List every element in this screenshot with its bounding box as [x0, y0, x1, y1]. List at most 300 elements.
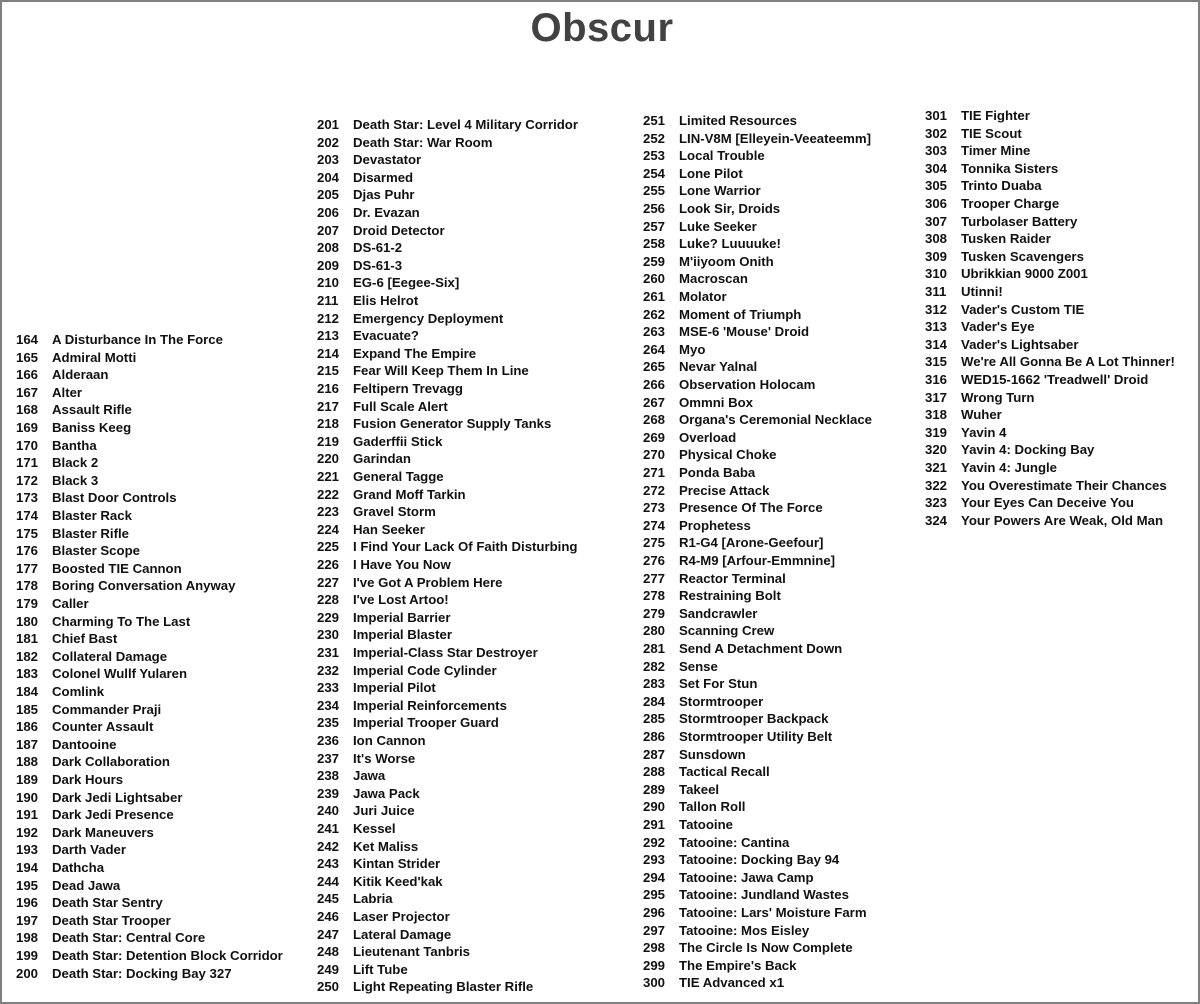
item-name: Charming To The Last [52, 613, 191, 629]
list-item [643, 922, 809, 940]
item-name: Restraining Bolt [679, 588, 781, 604]
list-item [643, 130, 871, 148]
item-name: Djas Puhr [353, 187, 415, 203]
list-item [643, 710, 829, 728]
item-number: 234 [317, 697, 340, 713]
list-item [317, 450, 411, 468]
item-number: 306 [925, 196, 948, 211]
item-name: Blaster Scope [52, 543, 140, 559]
list-item [16, 965, 232, 983]
item-name: Death Star: Level 4 Military Corridor [353, 117, 578, 132]
item-number: 313 [925, 319, 948, 335]
item-name: Gravel Storm [353, 504, 436, 520]
item-number: 302 [925, 125, 948, 141]
item-name: Tatooine: Cantina [679, 834, 790, 850]
item-name: Dark Jedi Presence [52, 807, 174, 823]
item-number: 204 [317, 169, 340, 185]
list-item [643, 886, 849, 904]
item-name: Caller [52, 596, 89, 611]
item-number: 211 [317, 293, 339, 308]
item-number: 232 [317, 662, 340, 678]
item-number: 268 [643, 412, 666, 428]
item-name: Death Star Trooper [52, 912, 171, 928]
item-number: 185 [16, 701, 39, 717]
item-name: Dark Collaboration [52, 754, 170, 770]
item-name: Trooper Charge [961, 196, 1060, 211]
list-item [643, 746, 746, 764]
list-item [925, 406, 1002, 424]
item-name: Labria [353, 891, 393, 907]
item-number: 317 [925, 389, 948, 405]
item-name: Tatooine [679, 817, 733, 832]
item-number: 193 [16, 842, 39, 858]
item-name: Molator [679, 289, 727, 304]
list-item [317, 626, 452, 644]
item-name: Blaster Rifle [52, 525, 129, 541]
item-name: Yavin 4: Jungle [961, 460, 1058, 475]
item-number: 221 [317, 469, 340, 484]
item-name: A Disturbance In The Force [52, 332, 223, 347]
item-name: Stormtrooper Backpack [679, 711, 829, 727]
item-number: 182 [16, 648, 39, 664]
item-name: Lone Warrior [679, 183, 761, 199]
item-number: 246 [317, 909, 340, 924]
item-name: Tatooine: Mos Eisley [679, 922, 810, 938]
item-number: 181 [16, 631, 39, 647]
list-item [925, 283, 1003, 301]
item-name: Blast Door Controls [52, 490, 177, 506]
list-item [317, 908, 450, 926]
list-item [317, 257, 402, 275]
item-number: 294 [643, 869, 666, 885]
list-item [16, 349, 136, 367]
item-name: Tusken Scavengers [961, 248, 1084, 264]
item-name: Boosted TIE Cannon [52, 560, 182, 576]
list-item [643, 534, 823, 552]
list-item [317, 169, 413, 187]
item-number: 278 [643, 588, 666, 604]
list-item [643, 798, 745, 816]
item-name: Death Star: War Room [353, 134, 493, 150]
item-number: 275 [643, 535, 666, 551]
item-name: Tatooine: Jawa Camp [679, 869, 814, 885]
item-name: Sandcrawler [679, 605, 758, 621]
list-item [317, 151, 421, 169]
item-number: 322 [925, 477, 948, 493]
list-item [317, 380, 463, 398]
item-name: Dr. Evazan [353, 205, 420, 220]
item-number: 305 [925, 178, 948, 194]
item-number: 283 [643, 676, 666, 692]
list-item [643, 341, 705, 359]
item-name: Feltipern Trevagg [353, 381, 463, 396]
item-name: Presence Of The Force [679, 500, 823, 516]
list-item [317, 697, 507, 715]
list-item [925, 336, 1078, 354]
item-name: Look Sir, Droids [679, 201, 781, 216]
item-number: 288 [643, 764, 666, 780]
item-name: Ommni Box [679, 394, 754, 410]
list-item [643, 218, 757, 236]
item-number: 281 [643, 641, 666, 656]
list-item [317, 679, 436, 697]
list-item [16, 454, 98, 472]
item-name: Lateral Damage [353, 926, 452, 942]
item-number: 191 [16, 807, 39, 823]
item-number: 186 [16, 719, 39, 735]
item-number: 256 [643, 201, 666, 216]
item-name: Tatooine: Jundland Wastes [679, 887, 849, 903]
item-name: Nevar Yalnal [679, 359, 758, 375]
item-number: 264 [643, 341, 666, 357]
item-name: Jawa Pack [353, 785, 420, 801]
item-number: 205 [317, 187, 340, 203]
item-number: 263 [643, 324, 666, 340]
item-number: 301 [925, 108, 948, 123]
item-number: 310 [925, 266, 948, 282]
item-name: Kitik Keed'kak [353, 873, 443, 889]
item-number: 206 [317, 205, 340, 220]
item-number: 258 [643, 236, 666, 252]
item-name: DS-61-2 [353, 240, 403, 256]
list-item [643, 306, 801, 324]
item-name: Ponda Baba [679, 465, 756, 480]
list-item [925, 160, 1058, 178]
item-number: 190 [16, 789, 39, 805]
item-name: Alderaan [52, 367, 109, 383]
item-name: EG-6 [Eegee-Six] [353, 275, 460, 291]
item-name: Luke? Luuuuke! [679, 236, 781, 252]
item-name: Counter Assault [52, 719, 154, 735]
item-number: 167 [16, 384, 39, 400]
item-name: Scanning Crew [679, 623, 775, 639]
item-name: Black 2 [52, 455, 99, 471]
item-name: Imperial Trooper Guard [353, 715, 499, 731]
item-number: 265 [643, 359, 666, 375]
list-item [317, 802, 415, 820]
list-item [643, 517, 751, 535]
list-item [643, 904, 867, 922]
item-number: 178 [16, 578, 39, 594]
item-number: 309 [925, 248, 948, 264]
list-item [16, 525, 129, 543]
item-number: 236 [317, 733, 340, 748]
item-name: Imperial Code Cylinder [353, 662, 497, 678]
item-name: Organa's Ceremonial Necklace [679, 412, 872, 428]
list-item [925, 195, 1059, 213]
list-item [317, 222, 445, 240]
list-item [643, 851, 839, 869]
list-item [16, 419, 131, 437]
item-number: 251 [643, 113, 666, 128]
item-name: Macroscan [679, 271, 748, 287]
item-name: Utinni! [961, 284, 1003, 299]
item-number: 293 [643, 852, 666, 868]
list-item [16, 683, 104, 701]
list-item [925, 389, 1035, 407]
item-name: Elis Helrot [353, 293, 419, 308]
list-item [643, 658, 718, 676]
list-item [317, 204, 420, 222]
list-item [16, 824, 154, 842]
item-name: Wrong Turn [961, 389, 1035, 405]
item-name: Myo [679, 341, 706, 357]
item-number: 180 [16, 613, 39, 629]
item-number: 219 [317, 433, 340, 449]
item-number: 239 [317, 785, 340, 801]
item-name: Commander Praji [52, 701, 162, 717]
item-name: Tatooine: Lars' Moisture Farm [679, 905, 867, 920]
item-number: 218 [317, 416, 340, 432]
item-number: 238 [317, 768, 340, 784]
item-number: 165 [16, 349, 39, 365]
item-number: 174 [16, 508, 39, 523]
list-item [16, 401, 132, 419]
item-number: 324 [925, 512, 948, 528]
item-number: 220 [317, 451, 340, 467]
item-number: 224 [317, 521, 340, 537]
item-name: Imperial Barrier [353, 609, 451, 625]
list-item [317, 644, 538, 662]
item-name: Imperial-Class Star Destroyer [353, 645, 538, 660]
list-item [643, 587, 781, 605]
item-name: Send A Detachment Down [679, 641, 843, 656]
list-item [643, 200, 780, 218]
list-item [16, 789, 182, 807]
item-number: 248 [317, 944, 340, 960]
item-name: Tallon Roll [679, 799, 746, 815]
item-name: Chief Bast [52, 631, 118, 647]
item-name: General Tagge [353, 469, 444, 484]
item-name: Ket Maliss [353, 838, 419, 854]
item-name: You Overestimate Their Chances [961, 477, 1167, 493]
item-number: 171 [16, 455, 39, 471]
item-name: Lieutenant Tanbris [353, 944, 470, 960]
item-number: 223 [317, 504, 340, 520]
list-item [643, 411, 872, 429]
list-item [317, 838, 418, 856]
list-item [925, 353, 1175, 371]
item-name: Alter [52, 384, 83, 400]
item-name: TIE Fighter [961, 108, 1030, 123]
list-item [317, 398, 448, 416]
list-item [16, 437, 97, 455]
item-number: 307 [925, 213, 948, 229]
list-item [643, 763, 770, 781]
list-item [317, 134, 492, 152]
list-item [16, 577, 235, 595]
item-name: Death Star: Docking Bay 327 [52, 965, 232, 981]
list-item [317, 714, 499, 732]
list-item [643, 323, 809, 341]
item-name: Dead Jawa [52, 877, 121, 893]
item-name: Fusion Generator Supply Tanks [353, 416, 552, 432]
item-name: Turbolaser Battery [961, 213, 1078, 229]
list-item [643, 253, 774, 271]
item-number: 249 [317, 961, 340, 977]
item-name: Death Star: Central Core [52, 930, 206, 946]
list-item [317, 345, 476, 363]
item-number: 217 [317, 398, 340, 414]
item-name: Takeel [679, 781, 720, 797]
item-name: Jawa [353, 768, 386, 784]
list-item [317, 767, 385, 785]
item-number: 277 [643, 570, 666, 586]
list-item [317, 292, 418, 310]
item-name: I've Got A Problem Here [353, 574, 503, 590]
item-name: Reactor Terminal [679, 570, 786, 586]
item-name: Lift Tube [353, 961, 408, 977]
item-number: 228 [317, 592, 340, 608]
item-number: 304 [925, 160, 948, 176]
list-item [16, 595, 89, 613]
item-number: 259 [643, 253, 666, 269]
item-name: We're All Gonna Be A Lot Thinner! [961, 354, 1175, 370]
item-name: Imperial Blaster [353, 627, 452, 643]
list-item [925, 125, 1022, 143]
list-item [643, 552, 835, 570]
list-item [643, 270, 748, 288]
item-number: 198 [16, 930, 39, 946]
item-name: R4-M9 [Arfour-Emmnine] [679, 553, 836, 568]
list-item [16, 472, 98, 490]
item-name: Admiral Motti [52, 349, 137, 365]
item-number: 235 [317, 715, 340, 731]
list-item [16, 489, 177, 507]
list-item [317, 310, 503, 328]
list-item [317, 468, 444, 486]
item-name: WED15-1662 'Treadwell' Droid [961, 372, 1149, 387]
item-name: Stormtrooper [679, 693, 764, 709]
item-number: 195 [16, 877, 39, 893]
item-name: I Find Your Lack Of Faith Disturbing [353, 539, 578, 555]
item-name: Assault Rifle [52, 402, 132, 418]
item-name: Dathcha [52, 860, 105, 875]
item-number: 308 [925, 231, 948, 247]
list-item [16, 384, 82, 402]
list-item [925, 142, 1030, 160]
item-number: 311 [925, 284, 947, 299]
item-number: 292 [643, 834, 666, 850]
list-item [643, 570, 786, 588]
item-name: Ubrikkian 9000 Z001 [961, 266, 1088, 282]
item-number: 270 [643, 447, 666, 463]
item-number: 295 [643, 887, 666, 903]
item-name: Han Seeker [353, 521, 425, 537]
item-number: 257 [643, 218, 666, 234]
list-item [16, 630, 117, 648]
item-number: 225 [317, 539, 340, 555]
item-name: Dark Maneuvers [52, 824, 154, 840]
item-number: 207 [317, 222, 340, 238]
item-name: TIE Advanced x1 [679, 975, 785, 991]
list-item [643, 235, 781, 253]
item-name: Kessel [353, 821, 396, 836]
list-item [317, 433, 442, 451]
list-item [16, 877, 120, 895]
item-number: 252 [643, 130, 666, 146]
list-item [925, 107, 1030, 125]
item-number: 229 [317, 609, 340, 625]
item-number: 199 [16, 948, 39, 963]
list-item [16, 771, 123, 789]
item-number: 267 [643, 394, 666, 410]
item-name: Colonel Wullf Yularen [52, 666, 188, 682]
item-number: 255 [643, 183, 666, 199]
list-item [317, 591, 449, 609]
list-item [317, 750, 415, 768]
item-number: 282 [643, 658, 666, 674]
item-name: Emergency Deployment [353, 310, 504, 326]
list-item [16, 366, 108, 384]
item-name: MSE-6 'Mouse' Droid [679, 324, 810, 340]
item-name: Yavin 4 [961, 424, 1007, 440]
item-number: 177 [16, 560, 39, 576]
list-item [643, 957, 796, 975]
list-item [16, 542, 140, 560]
item-number: 215 [317, 363, 340, 379]
item-number: 203 [317, 152, 340, 168]
item-number: 320 [925, 442, 948, 458]
list-item [317, 785, 420, 803]
item-number: 189 [16, 772, 39, 787]
item-name: Devastator [353, 152, 422, 168]
item-number: 303 [925, 143, 948, 159]
item-name: Timer Mine [961, 143, 1031, 159]
item-name: Luke Seeker [679, 218, 757, 234]
item-number: 269 [643, 429, 666, 445]
item-number: 272 [643, 482, 666, 498]
item-name: TIE Scout [961, 125, 1022, 141]
item-number: 285 [643, 711, 666, 727]
list-item [317, 855, 440, 873]
item-number: 266 [643, 377, 666, 392]
item-name: Overload [679, 429, 737, 445]
item-name: Dantooine [52, 736, 117, 752]
item-name: Physical Choke [679, 447, 777, 463]
item-number: 298 [643, 940, 666, 956]
item-number: 166 [16, 367, 39, 383]
item-name: Juri Juice [353, 803, 415, 819]
list-item [643, 816, 733, 834]
list-item [317, 521, 425, 539]
list-item [16, 859, 104, 877]
item-name: Imperial Pilot [353, 680, 436, 696]
list-item [317, 116, 578, 134]
list-item [925, 301, 1084, 319]
item-number: 271 [643, 465, 666, 480]
item-number: 274 [643, 517, 666, 533]
list-item [925, 318, 1035, 336]
list-item [16, 507, 132, 525]
item-name: Tatooine: Docking Bay 94 [679, 852, 840, 868]
list-item [925, 512, 1163, 530]
item-number: 237 [317, 750, 340, 766]
list-item [317, 274, 459, 292]
list-item [643, 640, 842, 658]
list-item [643, 376, 815, 394]
item-number: 280 [643, 623, 666, 639]
list-item [643, 499, 823, 517]
list-item [643, 464, 755, 482]
item-number: 240 [317, 803, 340, 819]
item-name: DS-61-3 [353, 257, 403, 273]
item-name: Precise Attack [679, 482, 770, 498]
item-number: 241 [317, 821, 340, 836]
item-number: 323 [925, 495, 948, 511]
list-item [643, 112, 797, 130]
item-name: Sunsdown [679, 746, 746, 762]
